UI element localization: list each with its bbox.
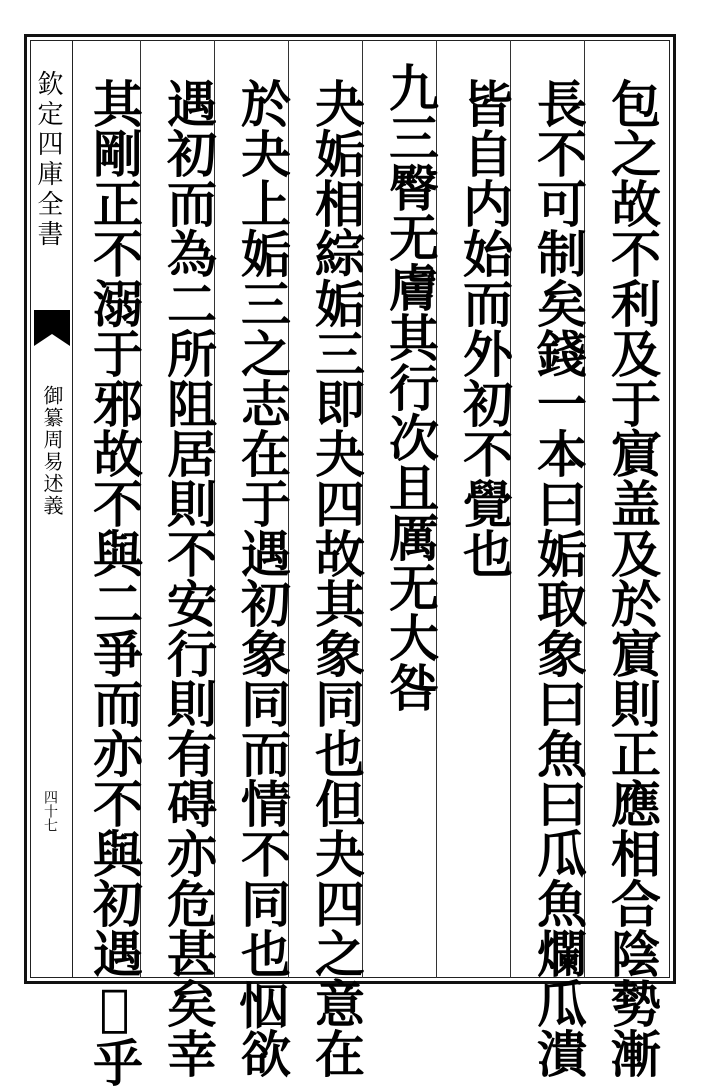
- text-column-3: 皆自内始而外初不覺也: [455, 78, 514, 578]
- book-subtitle: 御纂周易述義: [40, 385, 64, 517]
- text-column-2: 長不可制矣錢一本曰姤取象曰魚曰瓜魚爛瓜潰: [529, 78, 588, 1078]
- text-column-5: 夬姤相綜姤三即夬四故其象同也但夬四之意在: [307, 78, 366, 1078]
- text-column-8: 其剛正不溺于邪故不與二爭而亦不與初遇𤼵乎: [85, 78, 144, 1087]
- text-column-1: 包之故不利及于賔盖及於賔則正應相合陰勢漸: [603, 78, 662, 1078]
- page-number: 四十七: [42, 790, 58, 832]
- margin-rule: [72, 40, 73, 978]
- book-title: 欽定四庫全書: [33, 70, 63, 250]
- text-column-6: 於夬上姤三之志在于遇初象同而情不同也𢘄欲: [233, 78, 292, 1078]
- text-column-7: 遇初而為二所阻居則不安行則有碍亦危甚矣幸: [159, 78, 218, 1078]
- text-column-4: 九三臀无膚其行次且厲无大咎: [381, 62, 440, 712]
- fishtail-mark-icon: [34, 310, 70, 346]
